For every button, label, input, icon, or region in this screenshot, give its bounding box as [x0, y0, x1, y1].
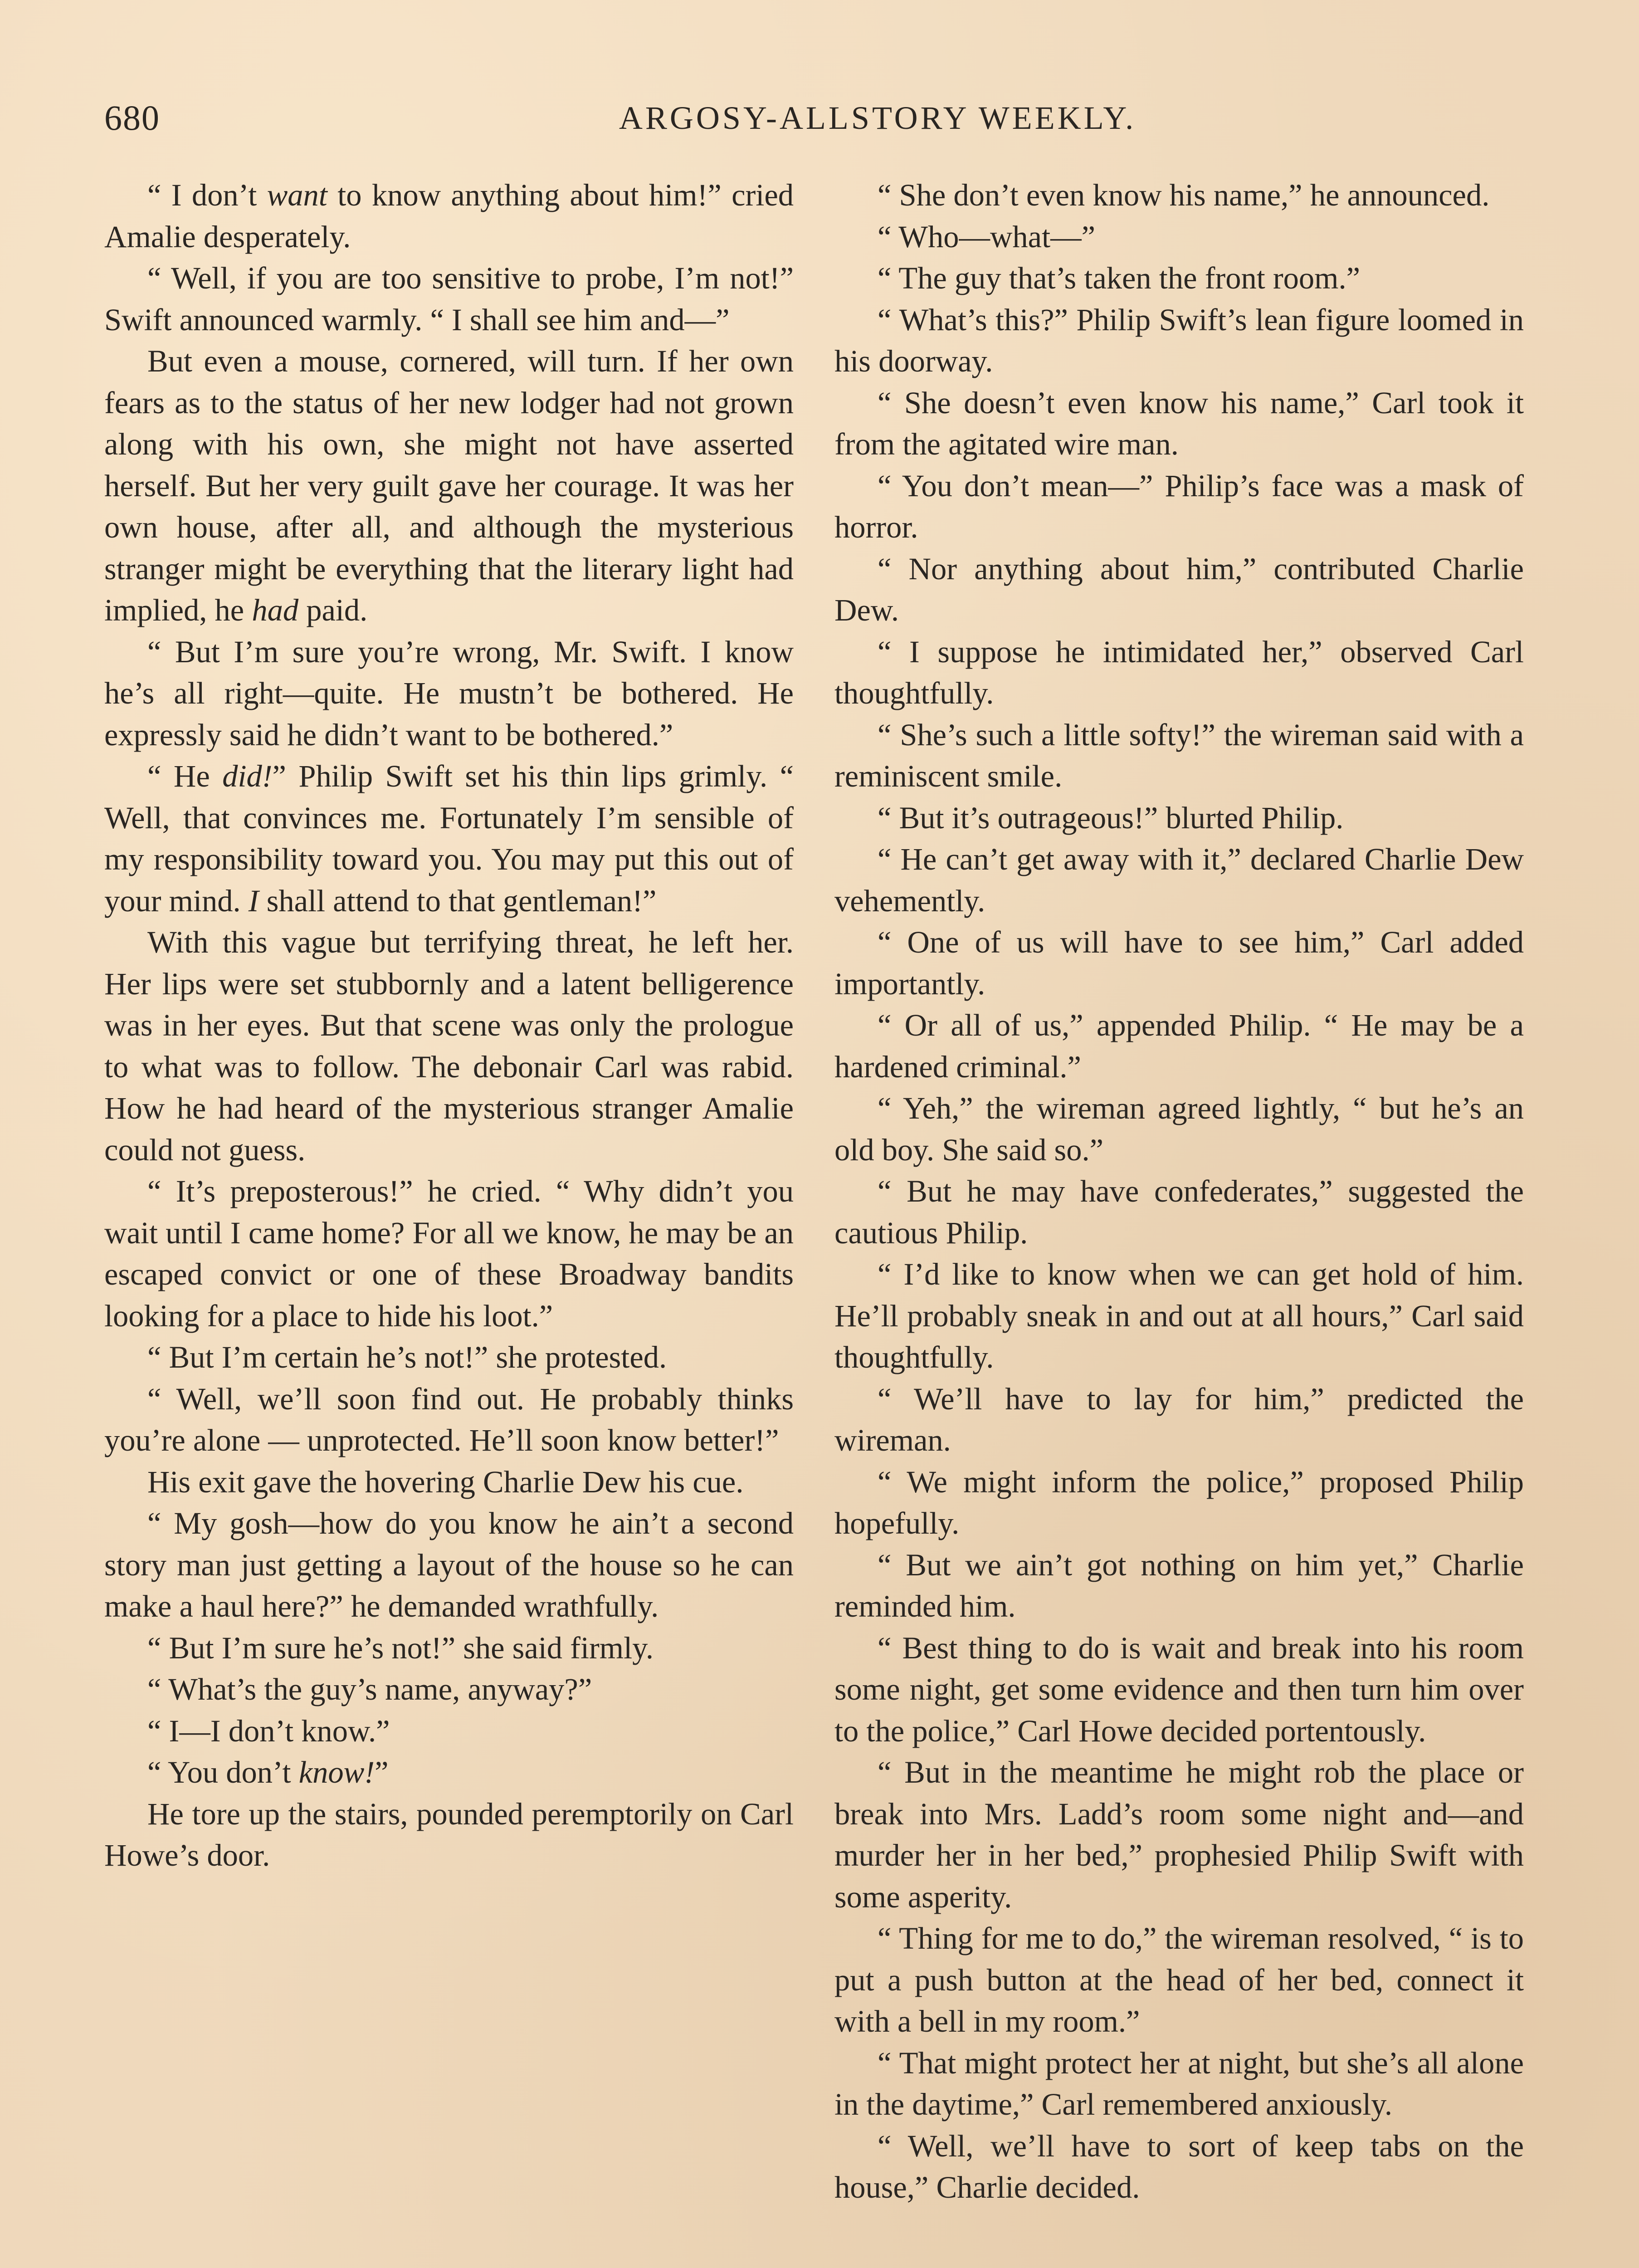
paragraph: “ But we ain’t got nothing on him yet,” Charlie reminded him. — [834, 1547, 1524, 1623]
paragraph: “ It’s preposterous!” he cried. “ Why didn’t you wait until I came home? For all we know, he may be an escaped convict or one of these Broadway bandits looking for a place to hide his loot.” — [104, 1174, 794, 1333]
italic-text: know! — [298, 1755, 375, 1789]
paragraph: “ Well, if you are too sensitive to probe, I’m not!” Swift announced warmly. “ I shall see him and—” — [104, 261, 794, 337]
paragraph: “ The guy that’s taken the front room.” — [878, 261, 1360, 295]
paragraph: “ But it’s outrageous!” blurted Philip. — [878, 800, 1344, 835]
text-run: “ I don’t — [147, 178, 267, 212]
paragraph — [104, 341, 794, 631]
paragraph — [104, 1752, 794, 1794]
paragraph: With this vague but terrifying threat, he left her. Her lips were set stubbornly and a latent belligerence was in her eyes. But that scene was only the prologue to what was to follow. The debonair Carl was rabid. How he had heard of the mysterious stranger Amalie could not guess. — [104, 925, 794, 1167]
paragraph: “ Or all of us,” appended Philip. “ He may be a hardened criminal.” — [834, 1008, 1524, 1084]
paragraph: “ She doesn’t even know his name,” Carl took it from the agitated wire man. — [834, 385, 1524, 461]
text-run: to know anything about him!” cried Amalie desperately. — [104, 178, 794, 254]
paragraph: “ But in the meantime he might rob the place or break into Mrs. Ladd’s room some night and—and murder her in her bed,” prophesied Philip Swift with some asperity. — [834, 1755, 1524, 1914]
text-run: “ He — [147, 759, 223, 793]
italic-text: want — [267, 178, 327, 212]
paragraph: “ We might inform the police,” proposed Philip hopefully. — [834, 1464, 1524, 1540]
page-number: 680 — [104, 98, 160, 137]
paragraph: “ She’s such a little softy!” the wireman said with a reminiscent smile. — [834, 717, 1524, 793]
running-title: ARGOSY-ALLSTORY WEEKLY. — [619, 100, 1137, 136]
paragraph: “ Who—what—” — [878, 219, 1096, 254]
left-column — [104, 175, 794, 2268]
paragraph: “ But he may have confederates,” suggested the cautious Philip. — [834, 1174, 1524, 1250]
paragraph: “ My gosh—how do you know he ain’t a second story man just getting a layout of the house so he can make a haul here?” he demanded wrathfully. — [104, 1506, 794, 1623]
paragraph: “ Well, we’ll soon find out. He probably thinks you’re alone — unprotected. He’ll soon know better!” — [104, 1381, 794, 1457]
paragraph: “ One of us will have to see him,” Carl added importantly. — [834, 925, 1524, 1001]
paragraph: “ You don’t mean—” Philip’s face was a mask of horror. — [834, 468, 1524, 544]
paragraph: “ He can’t get away with it,” declared Charlie Dew vehemently. — [834, 842, 1524, 918]
italic-text: had — [252, 593, 299, 627]
italic-text: did! — [222, 759, 273, 793]
paragraph — [104, 175, 794, 258]
paragraph — [104, 756, 794, 922]
paragraph: “ I’d like to know when we can get hold of him. He’ll probably sneak in and out at all hours,” Carl said thoughtfully. — [834, 1257, 1524, 1374]
paragraph: “ Best thing to do is wait and break into his room some night, get some evidence and then turn him over to the police,” Carl Howe decided portentously. — [834, 1630, 1524, 1748]
text-run: paid. — [298, 593, 368, 627]
paragraph: “ I—I don’t know.” — [147, 1713, 390, 1748]
text-run: “ You don’t — [147, 1755, 299, 1789]
text-run: But even a mouse, cornered, will turn. If her own fears as to the status of her new lodger had not grown along with his own, she might not have asserted herself. But her very guilt gave her courage. It was her own house, after all, and although the mysterious stranger might be everything that the literary light had implied, he — [104, 344, 794, 627]
paragraph: “ I suppose he intimidated her,” observed Carl thoughtfully. — [834, 634, 1524, 710]
paragraph: “ But I’m certain he’s not!” she protested. — [147, 1340, 667, 1374]
paragraph: “ What’s the guy’s name, anyway?” — [147, 1672, 592, 1706]
text-run: shall attend to that gentleman!” — [259, 883, 657, 918]
paragraph: “ She don’t even know his name,” he announced. — [878, 178, 1490, 212]
text-run: ” Philip Swift set his thin lips grimly. “ Well, that convinces me. Fortunately I’m sensible of my responsibility toward you. You may put this out of your mind. — [104, 759, 794, 918]
paragraph: “ But I’m sure he’s not!” she said firmly. — [147, 1630, 654, 1665]
paragraph: “ That might protect her at night, but she’s all alone in the daytime,” Carl remembered anxiously. — [834, 2045, 1524, 2121]
paragraph: “ Well, we’ll have to sort of keep tabs on the house,” Charlie decided. — [834, 2128, 1524, 2204]
paragraph: “ But I’m sure you’re wrong, Mr. Swift. I know he’s all right—quite. He mustn’t be bothered. He expressly said he didn’t want to be bothered.” — [104, 634, 794, 752]
paragraph: “ We’ll have to lay for him,” predicted the wireman. — [834, 1381, 1524, 1457]
page-header — [104, 93, 1533, 143]
paragraph: He tore up the stairs, pounded peremptorily on Carl Howe’s door. — [104, 1796, 794, 1872]
paragraph: His exit gave the hovering Charlie Dew his cue. — [147, 1464, 744, 1499]
right-column — [834, 175, 1524, 2268]
paragraph: “ Nor anything about him,” contributed Charlie Dew. — [834, 551, 1524, 627]
text-run: ” — [375, 1755, 389, 1789]
text-columns — [104, 175, 1533, 2268]
paragraph: “ Thing for me to do,” the wireman resolved, “ is to put a push button at the head of her bed, connect it with a bell in my room.” — [834, 1921, 1524, 2038]
paragraph: “ What’s this?” Philip Swift’s lean figure loomed in his doorway. — [834, 302, 1524, 378]
italic-text: I — [248, 883, 259, 918]
paragraph: “ Yeh,” the wireman agreed lightly, “ but he’s an old boy. She said so.” — [834, 1091, 1524, 1167]
